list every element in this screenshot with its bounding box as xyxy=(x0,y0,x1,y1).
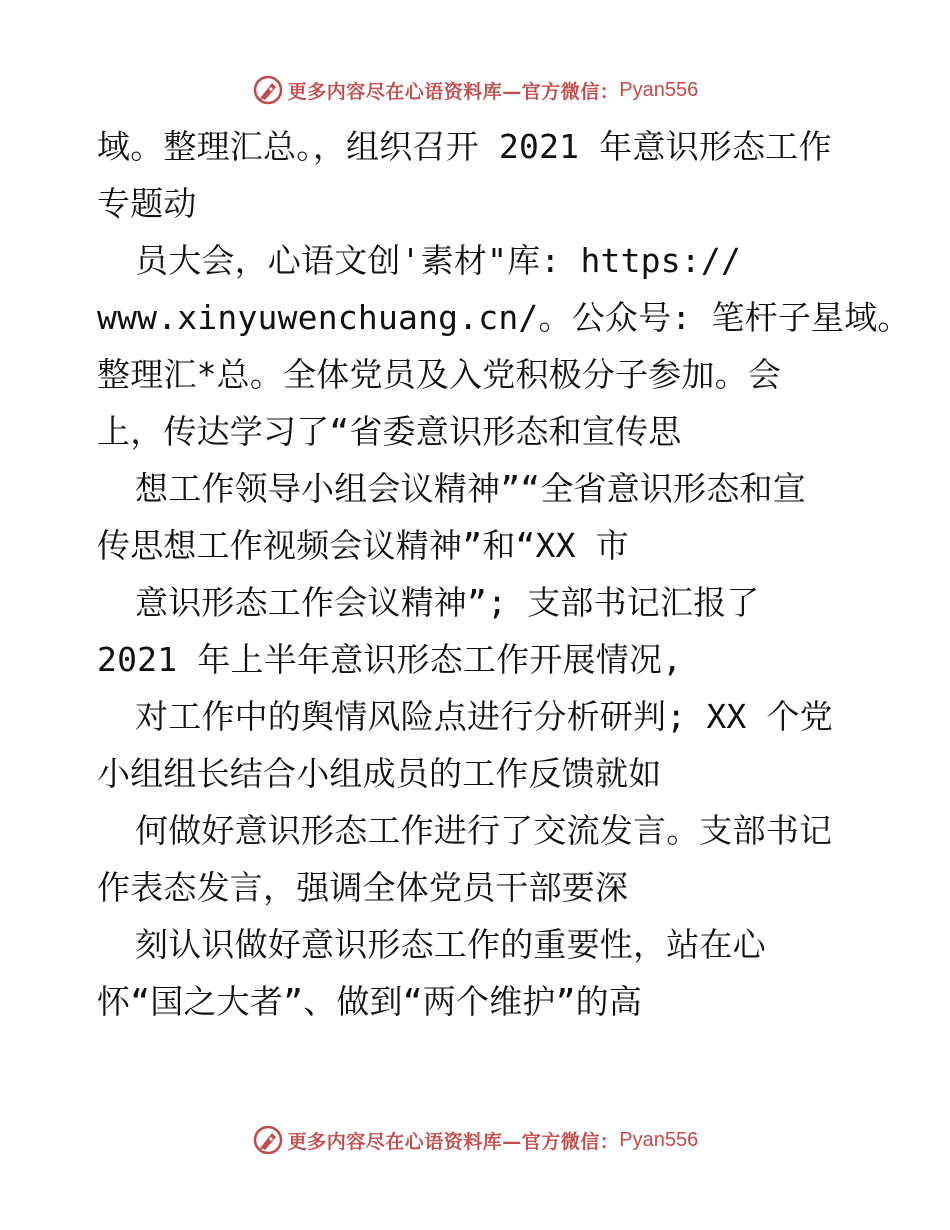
body-line: 上，传达学习了“省委意识形态和宣传思 xyxy=(97,412,682,451)
body-line: 刻认识做好意识形态工作的重要性，站在心 xyxy=(135,925,766,964)
pen-nib-logo-icon xyxy=(252,1124,284,1156)
body-line: 员大会，心语文创'素材"库: https:// xyxy=(135,241,742,280)
header-brand-id: Pyan556 xyxy=(619,78,699,101)
header-brand-text: 更多内容尽在心语资料库—官方微信： xyxy=(287,80,620,103)
footer-watermark-banner xyxy=(0,1120,950,1160)
body-line: 域。整理汇总。，组织召开 2021 年意识形态工作 xyxy=(97,127,832,166)
body-line: 想工作领导小组会议精神”“全省意识形态和宣 xyxy=(135,469,806,508)
header-watermark-banner xyxy=(0,70,950,110)
pen-nib-logo-icon xyxy=(252,74,284,106)
body-line: 专题动 xyxy=(97,184,197,223)
body-line: www.xinyuwenchuang.cn/。公众号: 笔杆子星域。 xyxy=(97,298,911,337)
body-line: 何做好意识形态工作进行了交流发言。支部书记 xyxy=(135,811,833,850)
body-line: 传思想工作视频会议精神”和“XX 市 xyxy=(97,526,629,565)
body-line: 作表态发言，强调全体党员干部要深 xyxy=(97,868,629,907)
body-line: 2021 年上半年意识形态工作开展情况, xyxy=(97,640,683,679)
document-body xyxy=(97,118,911,1030)
body-line: 对工作中的舆情风险点进行分析研判; XX 个党 xyxy=(135,697,833,736)
body-line: 怀“国之大者”、做到“两个维护”的高 xyxy=(97,982,643,1021)
footer-brand-id: Pyan556 xyxy=(619,1128,699,1151)
body-line: 小组组长结合小组成员的工作反馈就如 xyxy=(97,754,662,793)
body-line: 意识形态工作会议精神”; 支部书记汇报了 xyxy=(135,583,760,622)
body-line: 整理汇*总。全体党员及入党积极分子参加。会 xyxy=(97,355,782,394)
footer-brand-text: 更多内容尽在心语资料库—官方微信： xyxy=(287,1130,620,1153)
